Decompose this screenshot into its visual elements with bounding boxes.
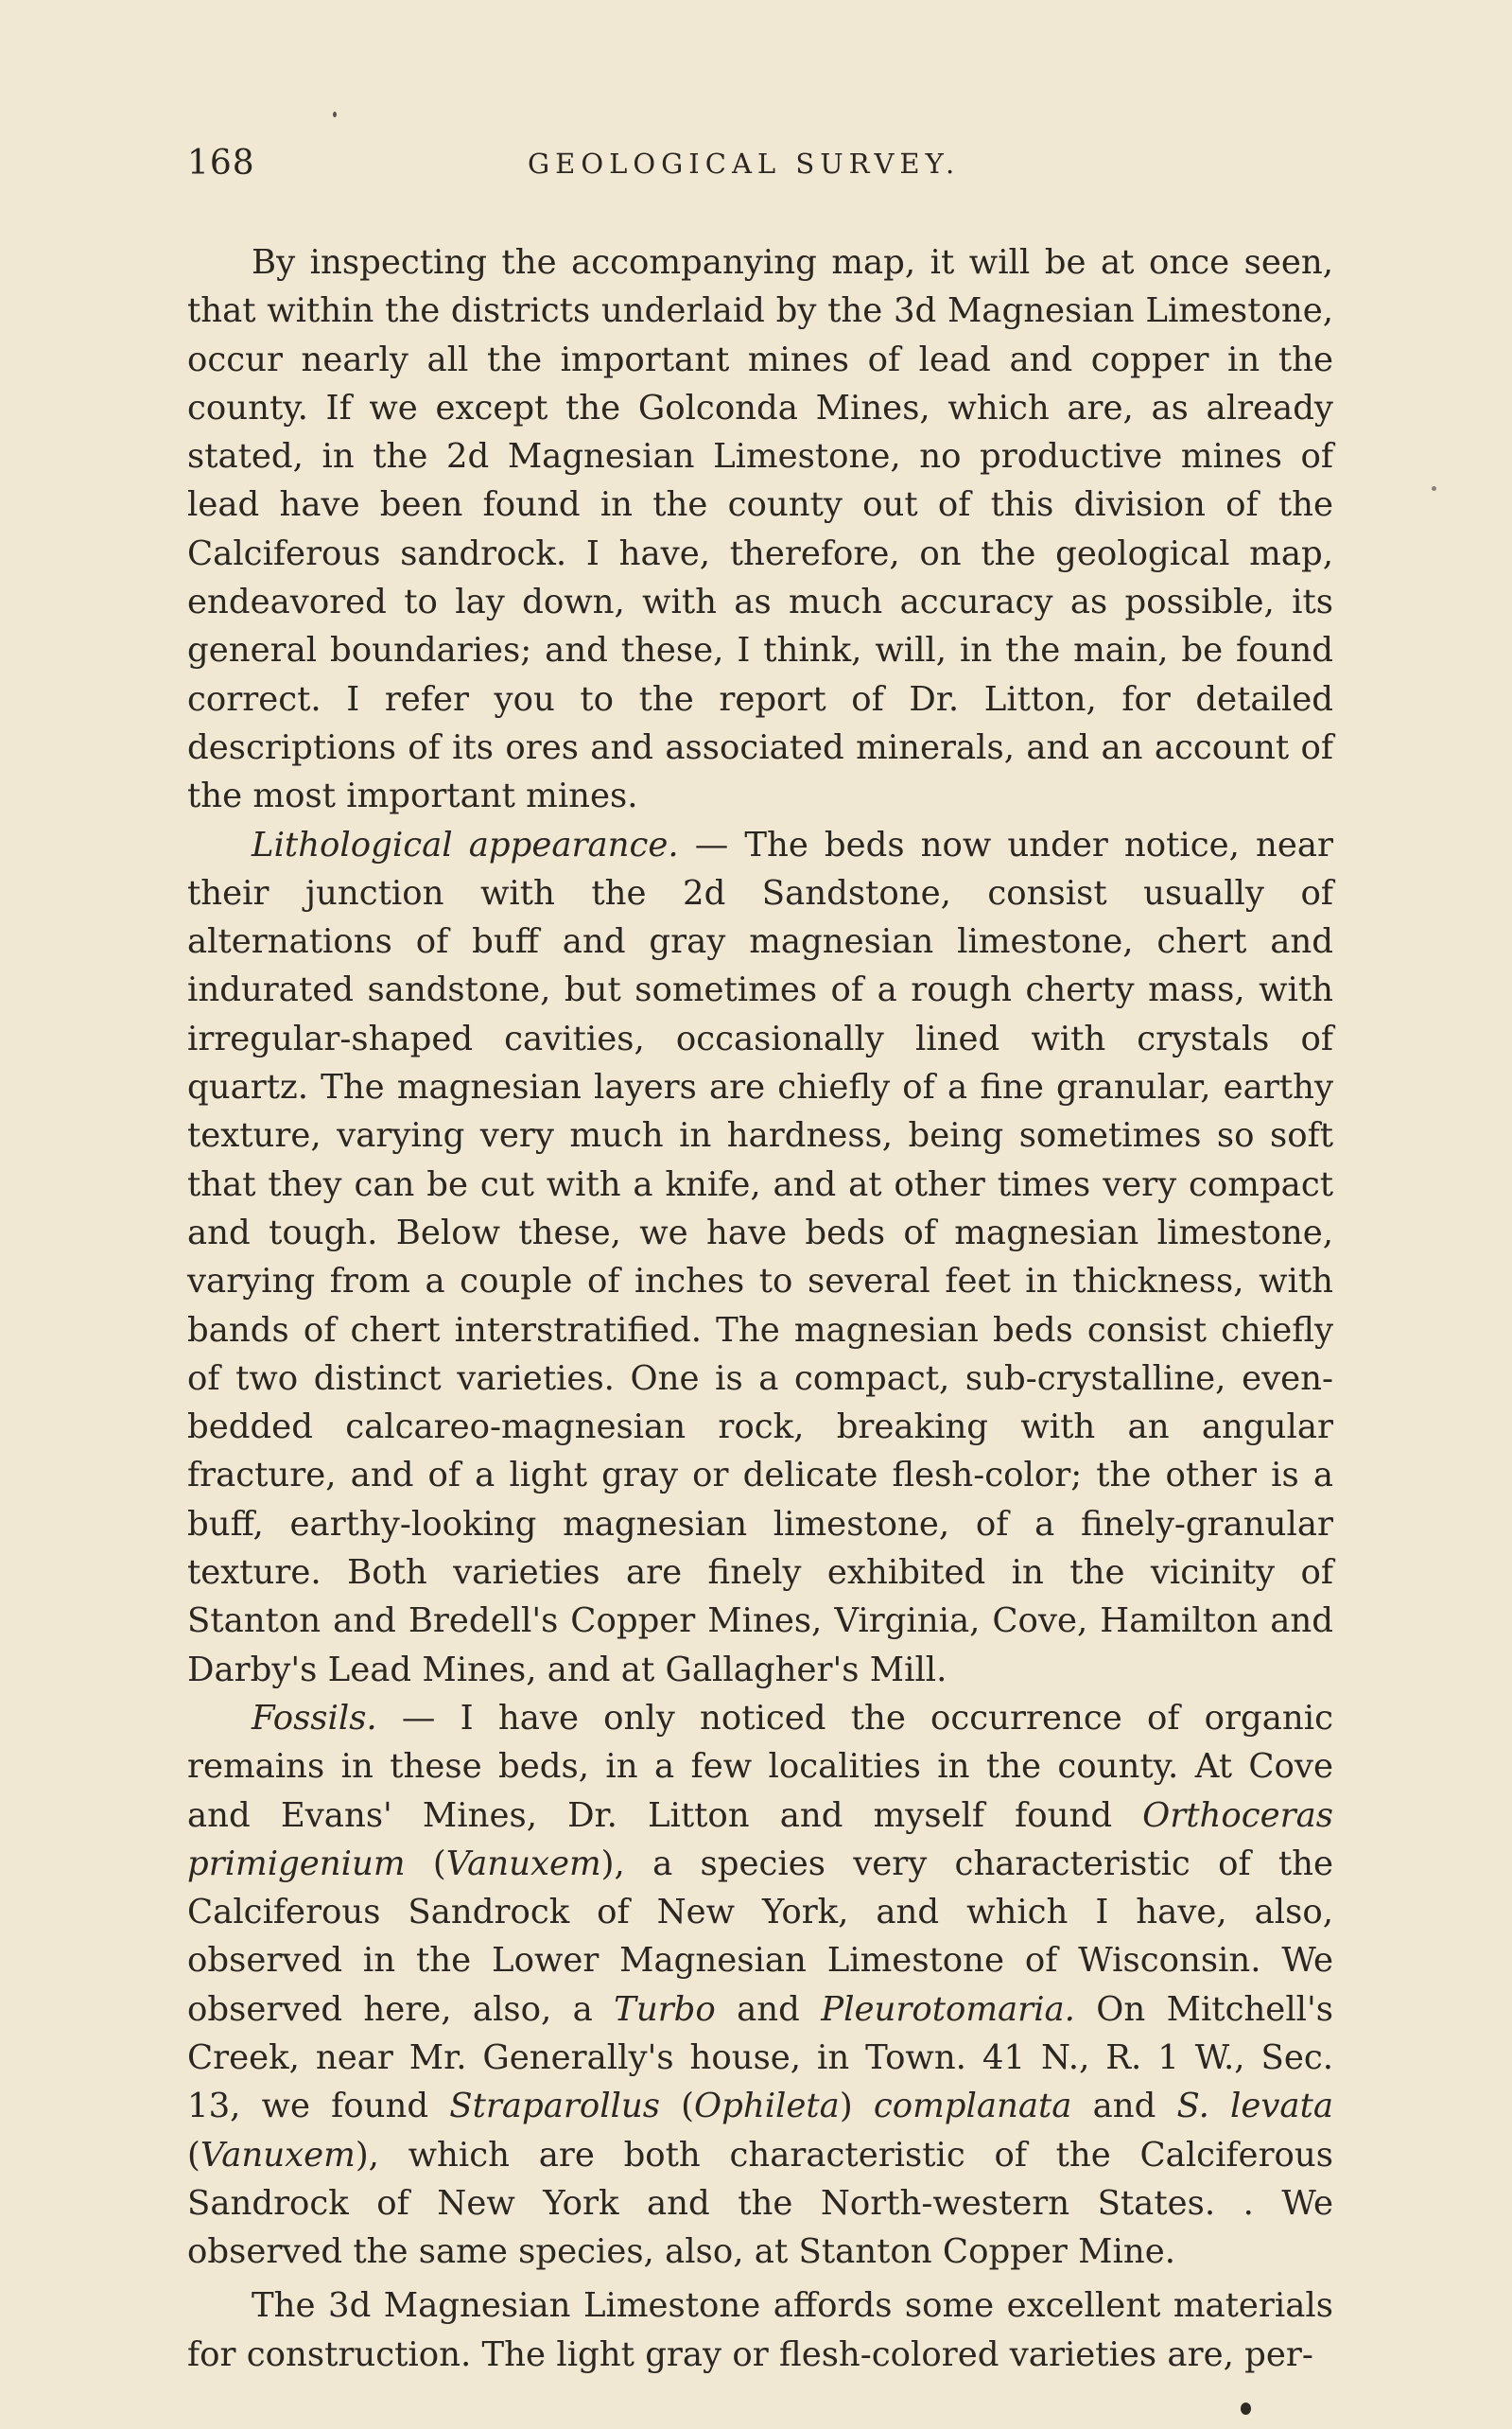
running-head: GEOLOGICAL SURVEY. (528, 148, 961, 180)
page-header (187, 144, 1333, 191)
paragraph-text: — The beds now under notice, near their junction with the 2d Sandstone, consist usually of alternations of buff and gray magnesian limestone, chert and indurated sandstone, but sometimes of a rough cherty mass, with irregular-shaped cavities, occasionally lined with crystals of quartz. The magnesian layers are chiefly of a fine granular, earthy texture, varying very much in hardness, being sometimes so soft that they can be cut with a knife, and at other times very compact and tough. Below these, we have beds of magnesian limestone, varying from a couple of inches to several feet in thickness, with bands of chert interstratified. The magnesian beds consist chiefly of two distinct varieties. One is a compact, sub-crystalline, even-bedded calcareo-magnesian rock, breaking with an angular fracture, and of a light gray or delicate flesh-color; the other is a buff, earthy-looking magnesian limestone, of a finely-granular texture. Both varieties are finely exhibited in the vicinity of Stanton and Bredell's Copper Mines, Virginia, Cove, Hamilton and Darby's Lead Mines, and at Gallagher's Mill. (187, 825, 1333, 1689)
body-text (187, 238, 1333, 2379)
author-name: Vanuxem (445, 1844, 601, 1883)
paragraph-text: On Mitchell's Creek, near Mr. Generally's house, in Town. 41 N., R. 1 W., Sec. 13, we found (187, 1989, 1334, 2126)
paragraph-text: ) (839, 2087, 874, 2126)
section-heading: Fossils. (252, 1698, 377, 1738)
species-name: Pleurotomaria. (821, 1989, 1075, 2029)
paragraph-text: and (1071, 2087, 1177, 2126)
author-name: Vanuxem (200, 2135, 356, 2175)
species-name: complanata (873, 2087, 1072, 2126)
paragraph (187, 1694, 1333, 2277)
paragraph-text: ( (187, 2135, 200, 2175)
paragraph (187, 821, 1333, 1694)
species-name: Straparollus (449, 2087, 660, 2126)
ink-speck (1241, 2403, 1251, 2415)
paragraph-text: — I have only noticed the occurrence of organic remains in these beds, in a few localities in the county. At Cove and Evans' Mines, Dr. Litton and myself found (187, 1698, 1333, 1835)
species-name: S. levata (1176, 2087, 1334, 2126)
section-heading: Lithological appearance. (252, 825, 679, 865)
ink-speck (333, 112, 337, 117)
ink-speck (1432, 486, 1436, 491)
paragraph-text: ), which are both characteristic of the Calciferous Sandrock of New York and the North-western States. . We observed the same species, also, at Stanton Copper Mine. (187, 2135, 1333, 2272)
paragraph-text: ), a species very characteristic of the Calciferous Sandrock of New York, and which I have, also, observed in the Lower Magnesian Limestone of Wisconsin. We observed here, also, a (187, 1844, 1334, 2029)
paragraph-text: ( (660, 2087, 694, 2126)
species-name: Orthoceras primigenium (187, 1795, 1333, 1883)
page-number: 168 (187, 144, 255, 183)
paragraph-text: ( (405, 1844, 446, 1883)
paragraph: By inspecting the accompanying map, it will be at once seen, that within the districts underlaid by the 3d Magnesian Limestone, occur nearly all the important mines of lead and copper in the county. If we except the Golconda Mines, which are, as already stated, in the 2d Magnesian Limestone, no productive mines of lead have been found in the county out of this division of the Calciferous sandrock. I have, therefore, on the geological map, endeavored to lay down, with as much accuracy as possible, its general boundaries; and these, I think, will, in the main, be found correct. I refer you to the report of Dr. Litton, for detailed descriptions of its ores and associated minerals, and an account of the most important mines. (187, 243, 1333, 816)
paragraph-text: and (715, 1989, 822, 2029)
paragraph: The 3d Magnesian Limestone affords some excellent materials for construction. The light gray or flesh-colored varieties are, per- (187, 2286, 1333, 2374)
species-name: Ophileta (694, 2087, 840, 2126)
species-name: Turbo (614, 1989, 716, 2029)
